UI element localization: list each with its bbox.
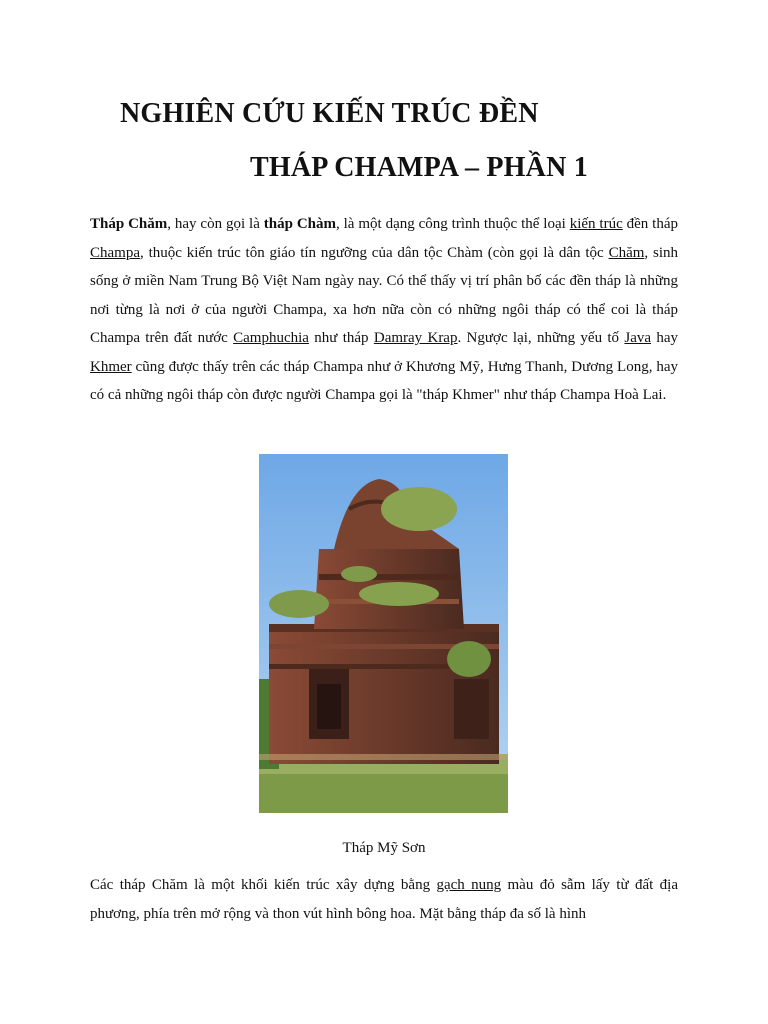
- wiki-link[interactable]: Champa: [90, 244, 140, 261]
- wiki-link[interactable]: Chăm: [608, 244, 645, 261]
- my-son-tower-image: [259, 454, 508, 813]
- bold-term: tháp Chàm: [263, 216, 336, 232]
- bold-term: Tháp Chăm: [90, 216, 168, 232]
- text-run: , thuộc kiến trúc tôn giáo tín ngưỡng của dân tộc Chàm (còn gọi là dân tộc: [140, 244, 609, 261]
- wiki-link[interactable]: Damray Krap: [373, 330, 458, 346]
- wiki-link[interactable]: Java: [624, 330, 652, 346]
- text-run: màu đỏ sẫm lấy từ đất địa phương, phía trên mở rộng và thon vút hình bông hoa. Mặt bằng tháp đa số là hình: [90, 877, 678, 922]
- text-run: , sinh sống ở miền Nam Trung Bộ Việt Nam ngày nay. Có thể thấy vị trí phân bố các đền tháp là những nơi từng là nơi ở của người Champa, xa hơn nữa còn có những ngôi tháp có thể coi là tháp Champa trên đất nước: [90, 244, 678, 346]
- wiki-link[interactable]: gạch nung: [436, 877, 502, 893]
- text-run: , hay còn gọi là: [167, 216, 264, 232]
- title-line-1: NGHIÊN CỨU KIẾN TRÚC ĐỀN: [120, 98, 539, 129]
- photo-caption: Tháp Mỹ Sơn: [342, 840, 426, 856]
- text-run: đền tháp: [622, 216, 679, 232]
- text-run: hay: [651, 330, 679, 346]
- title-line-2: THÁP CHAMPA – PHẦN 1: [250, 152, 588, 183]
- text-run: . Ngược lại, những yếu tố: [457, 330, 625, 346]
- text-run: như tháp: [308, 330, 374, 346]
- text-run: Các tháp Chăm là một khối kiến trúc xây dựng bằng: [90, 877, 437, 893]
- wiki-link[interactable]: Khmer: [90, 358, 132, 375]
- second-paragraph: [90, 871, 678, 928]
- intro-paragraph: [90, 210, 678, 410]
- text-run: cũng được thấy trên các tháp Champa như ở Khương Mỹ, Hưng Thanh, Dương Long, hay có cả những ngôi tháp còn được người Champa gọi là "tháp Khmer" như tháp Champa Hoà Lai.: [90, 358, 678, 403]
- wiki-link[interactable]: kiến trúc: [569, 216, 623, 232]
- text-run: , là một dạng công trình thuộc thể loại: [336, 216, 570, 232]
- temple-photo: [259, 454, 508, 813]
- wiki-link[interactable]: Camphuchia: [233, 330, 309, 346]
